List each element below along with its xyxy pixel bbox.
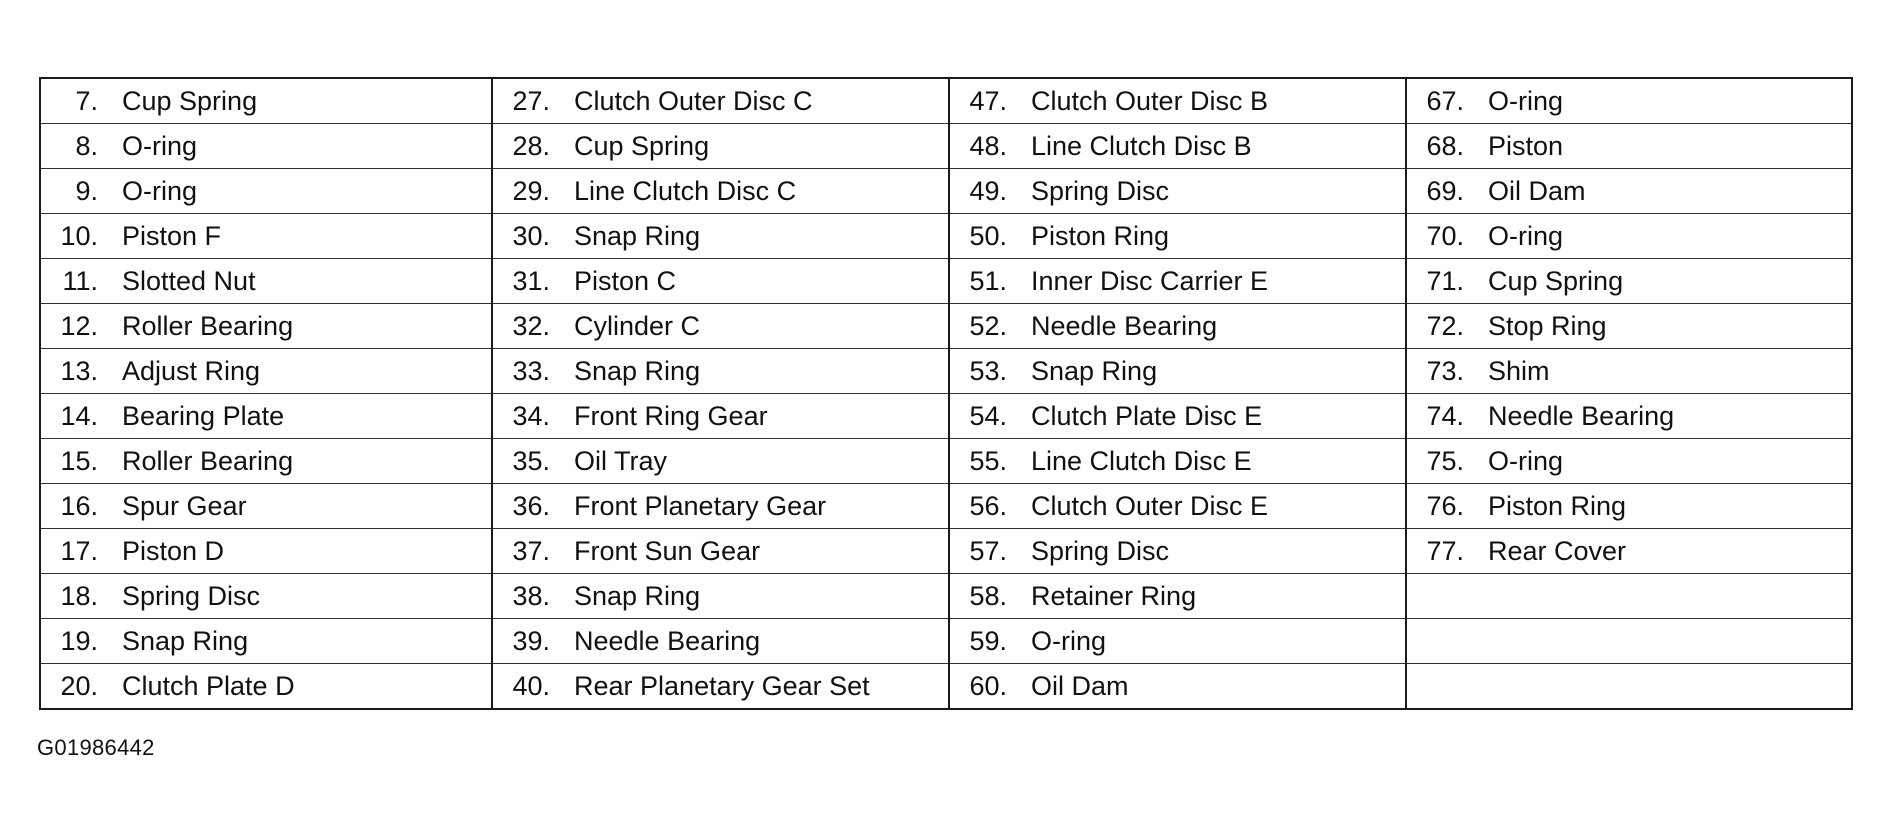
legend-item bbox=[950, 304, 1405, 348]
item-label: Snap Ring bbox=[574, 221, 701, 251]
legend-item bbox=[493, 349, 948, 393]
legend-item bbox=[41, 484, 491, 528]
legend-cell bbox=[949, 169, 1406, 214]
item-label: Front Planetary Gear bbox=[574, 491, 827, 521]
item-number: 57. bbox=[969, 536, 1007, 566]
item-number: 33. bbox=[512, 356, 550, 386]
legend-item bbox=[41, 619, 491, 663]
legend-cell bbox=[1406, 394, 1852, 439]
table-row bbox=[40, 304, 1852, 349]
item-label: Bearing Plate bbox=[122, 401, 285, 431]
item-number: 75. bbox=[1426, 446, 1464, 476]
legend-cell bbox=[40, 78, 492, 124]
legend-item bbox=[950, 664, 1405, 708]
item-label: Snap Ring bbox=[122, 626, 249, 656]
item-label: Roller Bearing bbox=[122, 311, 294, 341]
legend-cell bbox=[949, 259, 1406, 304]
legend-item bbox=[950, 394, 1405, 438]
legend-item bbox=[493, 169, 948, 213]
legend-cell bbox=[40, 214, 492, 259]
item-label: O-ring bbox=[1488, 446, 1564, 476]
item-number: 69. bbox=[1426, 176, 1464, 206]
item-label: O-ring bbox=[122, 176, 198, 206]
legend-item bbox=[41, 79, 491, 123]
legend-cell bbox=[40, 664, 492, 710]
legend-cell bbox=[492, 484, 949, 529]
legend-cell bbox=[492, 664, 949, 710]
legend-item bbox=[493, 664, 948, 708]
item-label: O-ring bbox=[122, 131, 198, 161]
legend-cell bbox=[1406, 259, 1852, 304]
legend-cell bbox=[949, 664, 1406, 710]
item-number: 40. bbox=[512, 671, 550, 701]
item-number: 16. bbox=[60, 491, 98, 521]
item-label: Spring Disc bbox=[122, 581, 261, 611]
legend-item bbox=[1407, 169, 1851, 213]
table-row bbox=[40, 484, 1852, 529]
item-number: 49. bbox=[969, 176, 1007, 206]
legend-item bbox=[493, 439, 948, 483]
item-number: 14. bbox=[60, 401, 98, 431]
item-number: 67. bbox=[1426, 86, 1464, 116]
legend-cell bbox=[492, 529, 949, 574]
item-number: 58. bbox=[969, 581, 1007, 611]
item-number: 30. bbox=[512, 221, 550, 251]
item-number: 60. bbox=[969, 671, 1007, 701]
item-number: 38. bbox=[512, 581, 550, 611]
item-label: Shim bbox=[1488, 356, 1550, 386]
item-label: Clutch Plate Disc E bbox=[1031, 401, 1263, 431]
item-label: Front Ring Gear bbox=[574, 401, 768, 431]
legend-cell bbox=[949, 214, 1406, 259]
legend-item bbox=[41, 349, 491, 393]
item-number: 12. bbox=[60, 311, 98, 341]
legend-item bbox=[41, 529, 491, 573]
legend-item bbox=[493, 574, 948, 618]
parts-legend-table bbox=[39, 77, 1853, 710]
item-number: 73. bbox=[1426, 356, 1464, 386]
legend-cell bbox=[492, 169, 949, 214]
legend-cell bbox=[40, 529, 492, 574]
item-number: 68. bbox=[1426, 131, 1464, 161]
table-row bbox=[40, 529, 1852, 574]
item-label: Line Clutch Disc B bbox=[1031, 131, 1252, 161]
item-number: 47. bbox=[969, 86, 1007, 116]
legend-cell bbox=[949, 439, 1406, 484]
item-label: Snap Ring bbox=[574, 581, 701, 611]
item-number: 74. bbox=[1426, 401, 1464, 431]
legend-item bbox=[493, 124, 948, 168]
item-number: 13. bbox=[60, 356, 98, 386]
legend-item bbox=[950, 169, 1405, 213]
legend-cell bbox=[40, 574, 492, 619]
item-label: O-ring bbox=[1488, 86, 1564, 116]
legend-item bbox=[493, 529, 948, 573]
legend-cell bbox=[1406, 169, 1852, 214]
legend-cell bbox=[949, 574, 1406, 619]
item-number: 31. bbox=[512, 266, 550, 296]
item-number: 11. bbox=[62, 266, 98, 296]
legend-item bbox=[41, 664, 491, 708]
legend-item bbox=[41, 169, 491, 213]
item-number: 51. bbox=[969, 266, 1007, 296]
item-label: Piston D bbox=[122, 536, 225, 566]
item-number: 48. bbox=[969, 131, 1007, 161]
item-label: O-ring bbox=[1488, 221, 1564, 251]
table-row bbox=[40, 214, 1852, 259]
item-label: Piston bbox=[1488, 131, 1564, 161]
item-number: 50. bbox=[969, 221, 1007, 251]
legend-item bbox=[950, 124, 1405, 168]
table-row bbox=[40, 664, 1852, 710]
legend-cell bbox=[492, 259, 949, 304]
item-number: 39. bbox=[512, 626, 550, 656]
item-number: 54. bbox=[969, 401, 1007, 431]
legend-item bbox=[41, 439, 491, 483]
item-label: Piston Ring bbox=[1031, 221, 1170, 251]
item-number: 52. bbox=[969, 311, 1007, 341]
item-number: 72. bbox=[1426, 311, 1464, 341]
legend-item bbox=[41, 304, 491, 348]
legend-item bbox=[1407, 214, 1851, 258]
legend-item bbox=[41, 574, 491, 618]
legend-cell bbox=[949, 124, 1406, 169]
legend-cell bbox=[1406, 349, 1852, 394]
legend-item bbox=[493, 214, 948, 258]
item-number: 8. bbox=[75, 131, 98, 161]
legend-cell bbox=[40, 394, 492, 439]
item-label: Slotted Nut bbox=[122, 266, 256, 296]
legend-item bbox=[1407, 79, 1851, 123]
legend-cell bbox=[40, 304, 492, 349]
legend-item bbox=[1407, 124, 1851, 168]
table-row bbox=[40, 394, 1852, 439]
legend-item bbox=[493, 619, 948, 663]
legend-cell bbox=[492, 439, 949, 484]
item-label: Cylinder C bbox=[574, 311, 701, 341]
item-label: Oil Dam bbox=[1031, 671, 1129, 701]
legend-cell bbox=[40, 349, 492, 394]
item-label: Snap Ring bbox=[574, 356, 701, 386]
legend-item bbox=[950, 619, 1405, 663]
legend-cell bbox=[1406, 664, 1852, 710]
legend-item bbox=[950, 259, 1405, 303]
item-label: Piston Ring bbox=[1488, 491, 1627, 521]
item-number: 71. bbox=[1426, 266, 1464, 296]
legend-item bbox=[1407, 394, 1851, 438]
item-number: 10. bbox=[60, 221, 98, 251]
item-label: Needle Bearing bbox=[1031, 311, 1218, 341]
item-label: Needle Bearing bbox=[574, 626, 761, 656]
item-number: 37. bbox=[512, 536, 550, 566]
legend-item bbox=[1407, 304, 1851, 348]
legend-item bbox=[950, 349, 1405, 393]
item-label: Clutch Outer Disc E bbox=[1031, 491, 1269, 521]
legend-item bbox=[493, 394, 948, 438]
legend-cell bbox=[949, 78, 1406, 124]
legend-item bbox=[493, 259, 948, 303]
item-label: Rear Planetary Gear Set bbox=[574, 671, 870, 701]
legend-item bbox=[950, 214, 1405, 258]
item-label: Clutch Outer Disc B bbox=[1031, 86, 1269, 116]
legend-cell bbox=[1406, 574, 1852, 619]
legend-cell bbox=[492, 349, 949, 394]
legend-item bbox=[41, 124, 491, 168]
item-label: Clutch Outer Disc C bbox=[574, 86, 813, 116]
item-number: 55. bbox=[969, 446, 1007, 476]
table-row bbox=[40, 169, 1852, 214]
legend-cell bbox=[949, 349, 1406, 394]
legend-cell bbox=[1406, 78, 1852, 124]
item-label: Oil Dam bbox=[1488, 176, 1586, 206]
legend-cell bbox=[1406, 439, 1852, 484]
legend-item bbox=[1407, 349, 1851, 393]
legend-item bbox=[1407, 259, 1851, 303]
legend-cell bbox=[492, 394, 949, 439]
legend-cell bbox=[1406, 304, 1852, 349]
item-label: Roller Bearing bbox=[122, 446, 294, 476]
table-row bbox=[40, 124, 1852, 169]
table-row bbox=[40, 259, 1852, 304]
item-label: Cup Spring bbox=[1488, 266, 1624, 296]
legend-cell bbox=[492, 214, 949, 259]
item-label: Line Clutch Disc E bbox=[1031, 446, 1252, 476]
legend-cell bbox=[1406, 124, 1852, 169]
item-label: Spring Disc bbox=[1031, 536, 1170, 566]
legend-item bbox=[950, 484, 1405, 528]
item-number: 59. bbox=[969, 626, 1007, 656]
item-label: Snap Ring bbox=[1031, 356, 1158, 386]
legend-cell bbox=[40, 484, 492, 529]
legend-cell bbox=[40, 439, 492, 484]
item-label: Oil Tray bbox=[574, 446, 668, 476]
item-number: 36. bbox=[512, 491, 550, 521]
legend-cell bbox=[1406, 529, 1852, 574]
item-label: Adjust Ring bbox=[122, 356, 261, 386]
item-label: Piston F bbox=[122, 221, 222, 251]
legend-item bbox=[950, 529, 1405, 573]
legend-item bbox=[950, 439, 1405, 483]
item-label: Rear Cover bbox=[1488, 536, 1627, 566]
table-row bbox=[40, 619, 1852, 664]
legend-cell bbox=[492, 304, 949, 349]
legend-item bbox=[41, 259, 491, 303]
legend-item bbox=[950, 79, 1405, 123]
legend-cell bbox=[40, 619, 492, 664]
item-number: 56. bbox=[969, 491, 1007, 521]
legend-cell bbox=[492, 124, 949, 169]
item-number: 9. bbox=[75, 176, 98, 206]
legend-item bbox=[493, 484, 948, 528]
item-label: Line Clutch Disc C bbox=[574, 176, 797, 206]
legend-cell bbox=[40, 169, 492, 214]
legend-item bbox=[950, 574, 1405, 618]
item-number: 7. bbox=[75, 86, 98, 116]
item-number: 19. bbox=[60, 626, 98, 656]
legend-item bbox=[1407, 529, 1851, 573]
legend-cell bbox=[949, 484, 1406, 529]
item-number: 29. bbox=[512, 176, 550, 206]
item-label: Cup Spring bbox=[574, 131, 710, 161]
item-number: 34. bbox=[512, 401, 550, 431]
legend-cell bbox=[40, 259, 492, 304]
item-label: Spring Disc bbox=[1031, 176, 1170, 206]
figure-id: G01986442 bbox=[37, 735, 155, 760]
legend-cell bbox=[949, 529, 1406, 574]
legend-item bbox=[493, 79, 948, 123]
item-number: 70. bbox=[1426, 221, 1464, 251]
legend-cell bbox=[949, 394, 1406, 439]
item-label: Piston C bbox=[574, 266, 677, 296]
table-row bbox=[40, 574, 1852, 619]
item-number: 27. bbox=[512, 86, 550, 116]
item-number: 18. bbox=[60, 581, 98, 611]
legend-item bbox=[1407, 439, 1851, 483]
item-label: Retainer Ring bbox=[1031, 581, 1197, 611]
legend-item bbox=[493, 304, 948, 348]
item-label: Clutch Plate D bbox=[122, 671, 295, 701]
item-number: 53. bbox=[969, 356, 1007, 386]
legend-cell bbox=[492, 78, 949, 124]
table-row bbox=[40, 349, 1852, 394]
item-number: 15. bbox=[60, 446, 98, 476]
item-number: 76. bbox=[1426, 491, 1464, 521]
legend-cell bbox=[1406, 214, 1852, 259]
item-number: 17. bbox=[60, 536, 98, 566]
item-number: 32. bbox=[512, 311, 550, 341]
item-label: Needle Bearing bbox=[1488, 401, 1675, 431]
legend-cell bbox=[949, 619, 1406, 664]
item-label: Front Sun Gear bbox=[574, 536, 761, 566]
item-number: 20. bbox=[60, 671, 98, 701]
item-label: O-ring bbox=[1031, 626, 1107, 656]
item-number: 28. bbox=[512, 131, 550, 161]
table-row bbox=[40, 78, 1852, 124]
legend-item bbox=[41, 214, 491, 258]
item-label: Cup Spring bbox=[122, 86, 258, 116]
legend-cell bbox=[492, 574, 949, 619]
item-label: Inner Disc Carrier E bbox=[1031, 266, 1269, 296]
legend-cell bbox=[40, 124, 492, 169]
item-number: 35. bbox=[512, 446, 550, 476]
legend-cell bbox=[949, 304, 1406, 349]
legend-cell bbox=[492, 619, 949, 664]
table-row bbox=[40, 439, 1852, 484]
legend-item bbox=[41, 394, 491, 438]
parts-legend-body bbox=[40, 78, 1852, 709]
item-label: Spur Gear bbox=[122, 491, 247, 521]
item-label: Stop Ring bbox=[1488, 311, 1607, 341]
item-number: 77. bbox=[1426, 536, 1464, 566]
legend-cell bbox=[1406, 619, 1852, 664]
legend-item bbox=[1407, 484, 1851, 528]
legend-cell bbox=[1406, 484, 1852, 529]
